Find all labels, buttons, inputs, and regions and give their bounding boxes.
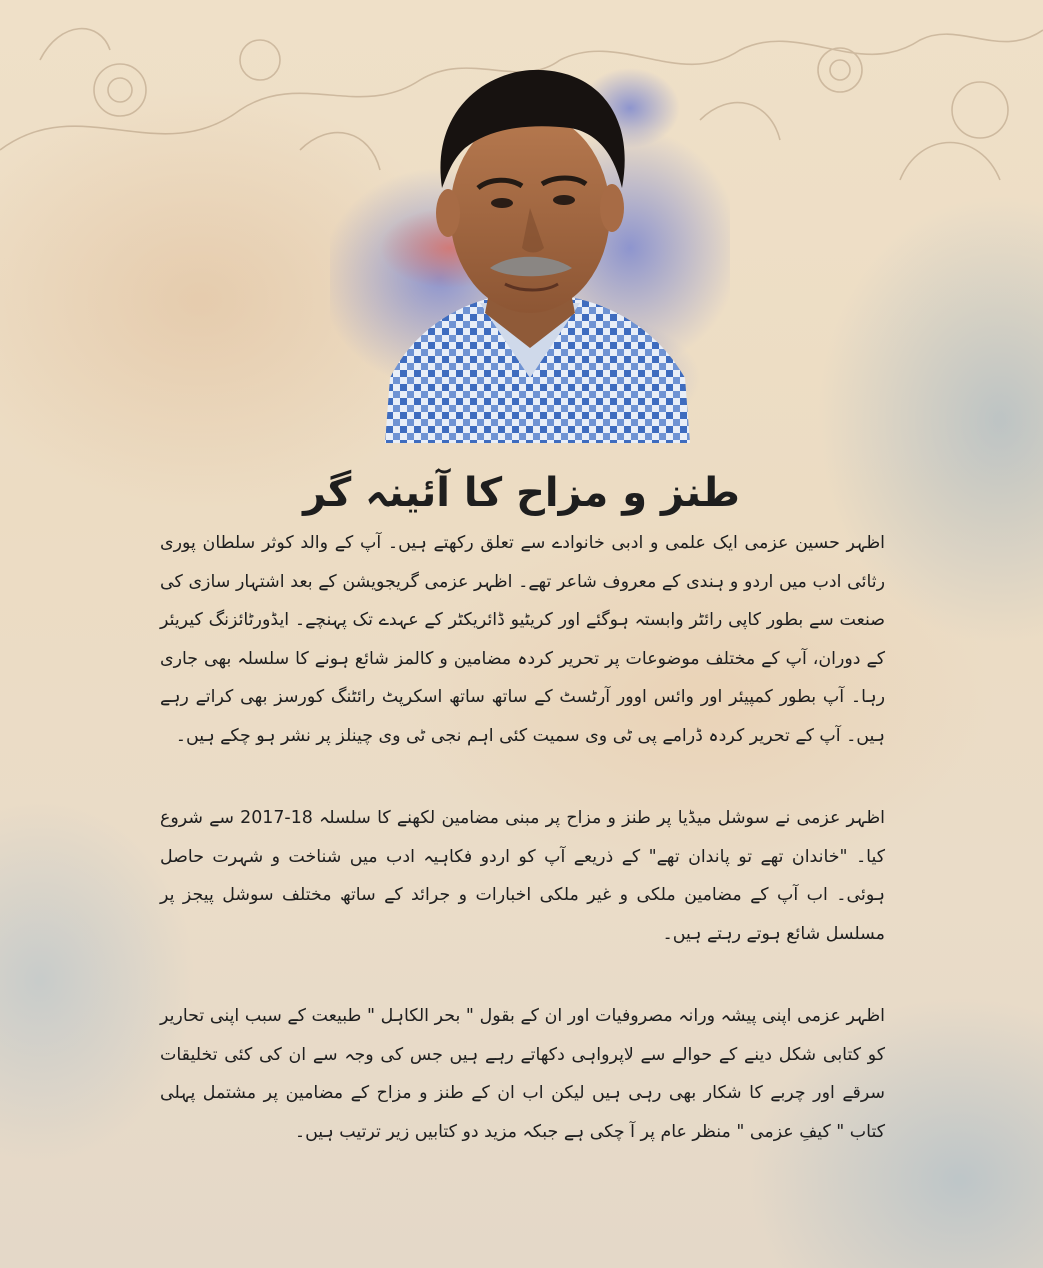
biography-text	[160, 524, 885, 1151]
author-portrait	[330, 48, 730, 443]
page-title: طنز و مزاح کا آئینہ گر	[303, 470, 740, 516]
paragraph-3: اظہر عزمی اپنی پیشہ ورانہ مصروفیات اور ان کے بقول " بحر الکاہل " طبیعت کے سبب اپنی تحاریر کو کتابی شکل دینے کے حوالے سے لاپرواہی دکھاتے رہے ہیں جس کی وجہ سے ان کی کئی تخلیقات سرقے اور چربے کا شکار بھی رہی ہیں لیکن اب ان کے طنز و مزاح کے مضامین پر مشتمل پہلی کتاب " کیفِ عزمی " منظر عام پر آ چکی ہے جبکہ مزید دو کتابیں زیر ترتیب ہیں۔	[160, 1006, 885, 1142]
paragraph-2: اظہر عزمی نے سوشل میڈیا پر طنز و مزاح پر مبنی مضامین لکھنے کا سلسلہ 18-2017 سے شروع کیا۔ "خاندان تھے تو پاندان تھے" کے ذریعے آپ کو اردو فکاہیہ ادب میں شناخت و شہرت حاصل ہوئی۔ اب آپ کے مضامین ملکی و غیر ملکی اخبارات و جرائد کے ساتھ مختلف سوشل پیجز پر مسلسل شائع ہوتے رہتے ہیں۔	[160, 808, 886, 944]
portrait-photo-icon	[330, 48, 730, 443]
paragraph-1: اظہر حسین عزمی ایک علمی و ادبی خانوادے سے تعلق رکھتے ہیں۔ آپ کے والد کوثر سلطان پوری رثائی ادب میں اردو و ہندی کے معروف شاعر تھے۔ اظہر عزمی گریجویشن کے بعد اشتہار سازی کی صنعت سے بطور کاپی رائٹر وابستہ ہوگئے اور کریٹیو ڈائریکٹر کے عہدے تک پہنچے۔ ایڈورٹائزنگ کیریئر کے دوران، آپ کے مختلف موضوعات پر تحریر کردہ مضامین و کالمز شائع ہونے کا سلسلہ بھی جاری رہا۔ آپ بطور کمپیئر اور وائس اوور آرٹسٹ کے ساتھ ساتھ اسکرپٹ رائٹنگ کورسز بھی کراتے رہے ہیں۔ آپ کے تحریر کردہ ڈرامے پی ٹی وی سمیت کئی اہم نجی ٹی وی چینلز پر نشر ہو چکے ہیں۔	[160, 533, 885, 746]
